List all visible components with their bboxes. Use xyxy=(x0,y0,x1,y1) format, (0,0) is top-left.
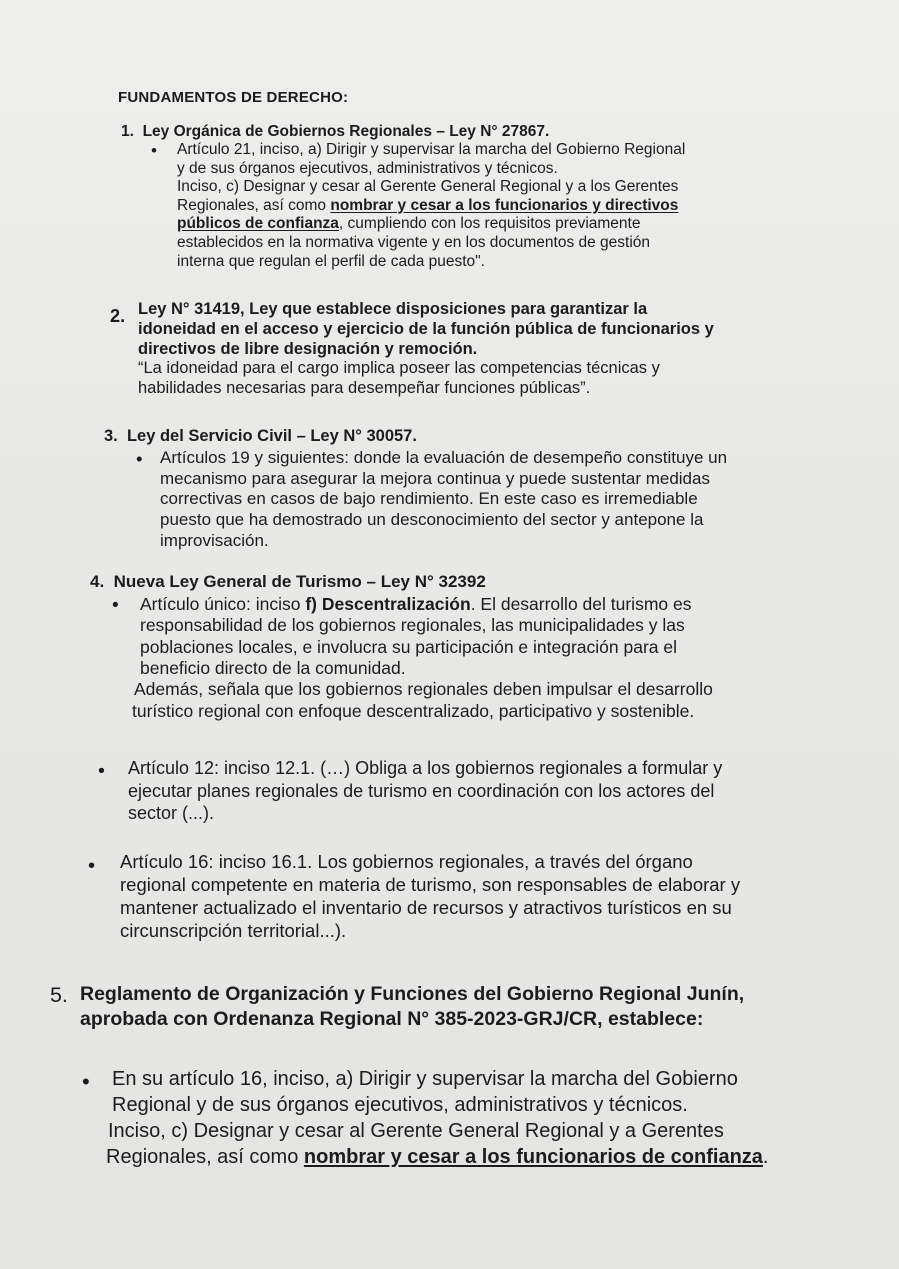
text-line: Inciso, c) Designar y cesar al Gerente General Regional y a Gerentes xyxy=(108,1120,724,1142)
section-heading: FUNDAMENTOS DE DERECHO: xyxy=(118,89,349,106)
text-span: Regionales, así como xyxy=(106,1146,304,1168)
law-item-3-bullet xyxy=(136,448,820,552)
text-span: , cumpliendo con los requisitos previamente xyxy=(338,215,641,233)
text-line: Artículo 12: inciso 12.1. (…) Obliga a los gobiernos regionales a formular y xyxy=(128,758,723,778)
bullet-dot: • xyxy=(112,595,119,616)
law-item-4 xyxy=(90,572,810,592)
text-line: Además, señala que los gobiernos regionales deben impulsar el desarrollo xyxy=(134,679,713,700)
text-line: improvisación. xyxy=(160,530,269,550)
text-span: Artículo único: inciso xyxy=(140,594,306,614)
title-line: Reglamento de Organización y Funciones del Gobierno Regional Junín, xyxy=(80,983,745,1005)
text-span: Regionales, así como xyxy=(177,196,331,214)
law-item-5-bullet xyxy=(82,1066,882,1170)
text-line: ejecutar planes regionales de turismo en coordinación con los actores del xyxy=(128,780,715,801)
law-item-1 xyxy=(121,123,801,141)
law-item-4-bullet-2 xyxy=(98,757,838,825)
item-number: 4. xyxy=(90,572,105,591)
law-item-4-bullet-1 xyxy=(112,594,830,722)
text-line: Artículo 16: inciso 16.1. Los gobiernos regionales, a través del órgano xyxy=(120,851,693,872)
text-line: interna que regulan el perfil de cada puesto". xyxy=(177,252,485,270)
title-line: Ley N° 31419, Ley que establece disposiciones para garantizar la xyxy=(138,300,648,318)
quote-line: “La idoneidad para el cargo implica poseer las competencias técnicas y xyxy=(138,359,660,378)
title-line: aprobada con Ordenanza Regional N° 385-2023-GRJ/CR, establece: xyxy=(80,1007,704,1030)
text-line: beneficio directo de la comunidad. xyxy=(140,658,406,679)
bullet-dot: • xyxy=(82,1069,90,1094)
bullet-dot: • xyxy=(88,855,96,877)
text-line: circunscripción territorial...). xyxy=(120,920,347,942)
text-line: Artículos 19 y siguientes: donde la evaluación de desempeño constituye un xyxy=(160,448,728,467)
text-line: mantener actualizado el inventario de recursos y atractivos turísticos en su xyxy=(120,897,732,919)
item-title: Ley del Servicio Civil – Ley N° 30057. xyxy=(126,427,417,445)
item-number: 1. xyxy=(121,123,134,140)
item-number: 2. xyxy=(110,306,126,326)
text-span: . xyxy=(762,1146,769,1168)
law-item-2 xyxy=(110,300,810,399)
text-line: Artículo 21, inciso, a) Dirigir y supervisar la marcha del Gobierno Regional xyxy=(177,141,686,158)
title-line: directivos de libre designación y remoción. xyxy=(138,339,478,358)
bold-text: f) Descentralización xyxy=(305,594,471,614)
text-line: correctivas en casos de bajo rendimiento. En este caso es irremediable xyxy=(160,489,698,509)
law-item-3 xyxy=(104,427,824,446)
text-line: sector (...). xyxy=(128,803,215,823)
text-line: Regional y de sus órganos ejecutivos, administrativos y técnicos. xyxy=(112,1094,688,1116)
bullet-dot: • xyxy=(136,448,143,469)
item-number: 5. xyxy=(50,983,68,1007)
text-line: responsabilidad de los gobiernos regionales, las municipalidades y las xyxy=(140,615,685,636)
text-line: regional competente en materia de turismo, son responsables de elaborar y xyxy=(120,874,741,896)
quote-line: habilidades necesarias para desempeñar funciones públicas”. xyxy=(138,379,591,398)
text-line: puesto que ha demostrado un desconocimiento del sector y antepone la xyxy=(160,510,704,530)
item-title: Nueva Ley General de Turismo – Ley N° 32392 xyxy=(113,572,486,591)
title-line: idoneidad en el acceso y ejercicio de la función pública de funcionarios y xyxy=(138,319,714,338)
law-item-5 xyxy=(50,982,880,1032)
law-item-1-bullet xyxy=(151,141,789,271)
item-title: Ley Orgánica de Gobiernos Regionales – Ley N° 27867. xyxy=(142,123,550,140)
bullet-dot: • xyxy=(98,760,105,782)
text-line: turístico regional con enfoque descentralizado, participativo y sostenible. xyxy=(132,700,695,721)
text-span: . El desarrollo del turismo es xyxy=(470,594,692,614)
underlined-text: nombrar y cesar a los funcionarios y directivos xyxy=(330,196,679,214)
underlined-text: públicos de confianza xyxy=(177,215,339,233)
text-line: Inciso, c) Designar y cesar al Gerente General Regional y a los Gerentes xyxy=(177,178,679,196)
law-item-4-bullet-3 xyxy=(88,850,850,943)
text-line: establecidos en la normativa vigente y en los documentos de gestión xyxy=(177,233,651,251)
text-line: mecanismo para asegurar la mejora continua y puede sustentar medidas xyxy=(160,468,710,488)
underlined-text: nombrar y cesar a los funcionarios de confianza xyxy=(303,1146,763,1168)
text-line: poblaciones locales, e involucra su participación e integración para el xyxy=(140,636,677,657)
item-number: 3. xyxy=(104,427,118,445)
text-line: En su artículo 16, inciso, a) Dirigir y supervisar la marcha del Gobierno xyxy=(112,1068,738,1090)
text-line: y de sus órganos ejecutivos, administrativos y técnicos. xyxy=(177,159,558,177)
bullet-dot: • xyxy=(151,141,157,160)
